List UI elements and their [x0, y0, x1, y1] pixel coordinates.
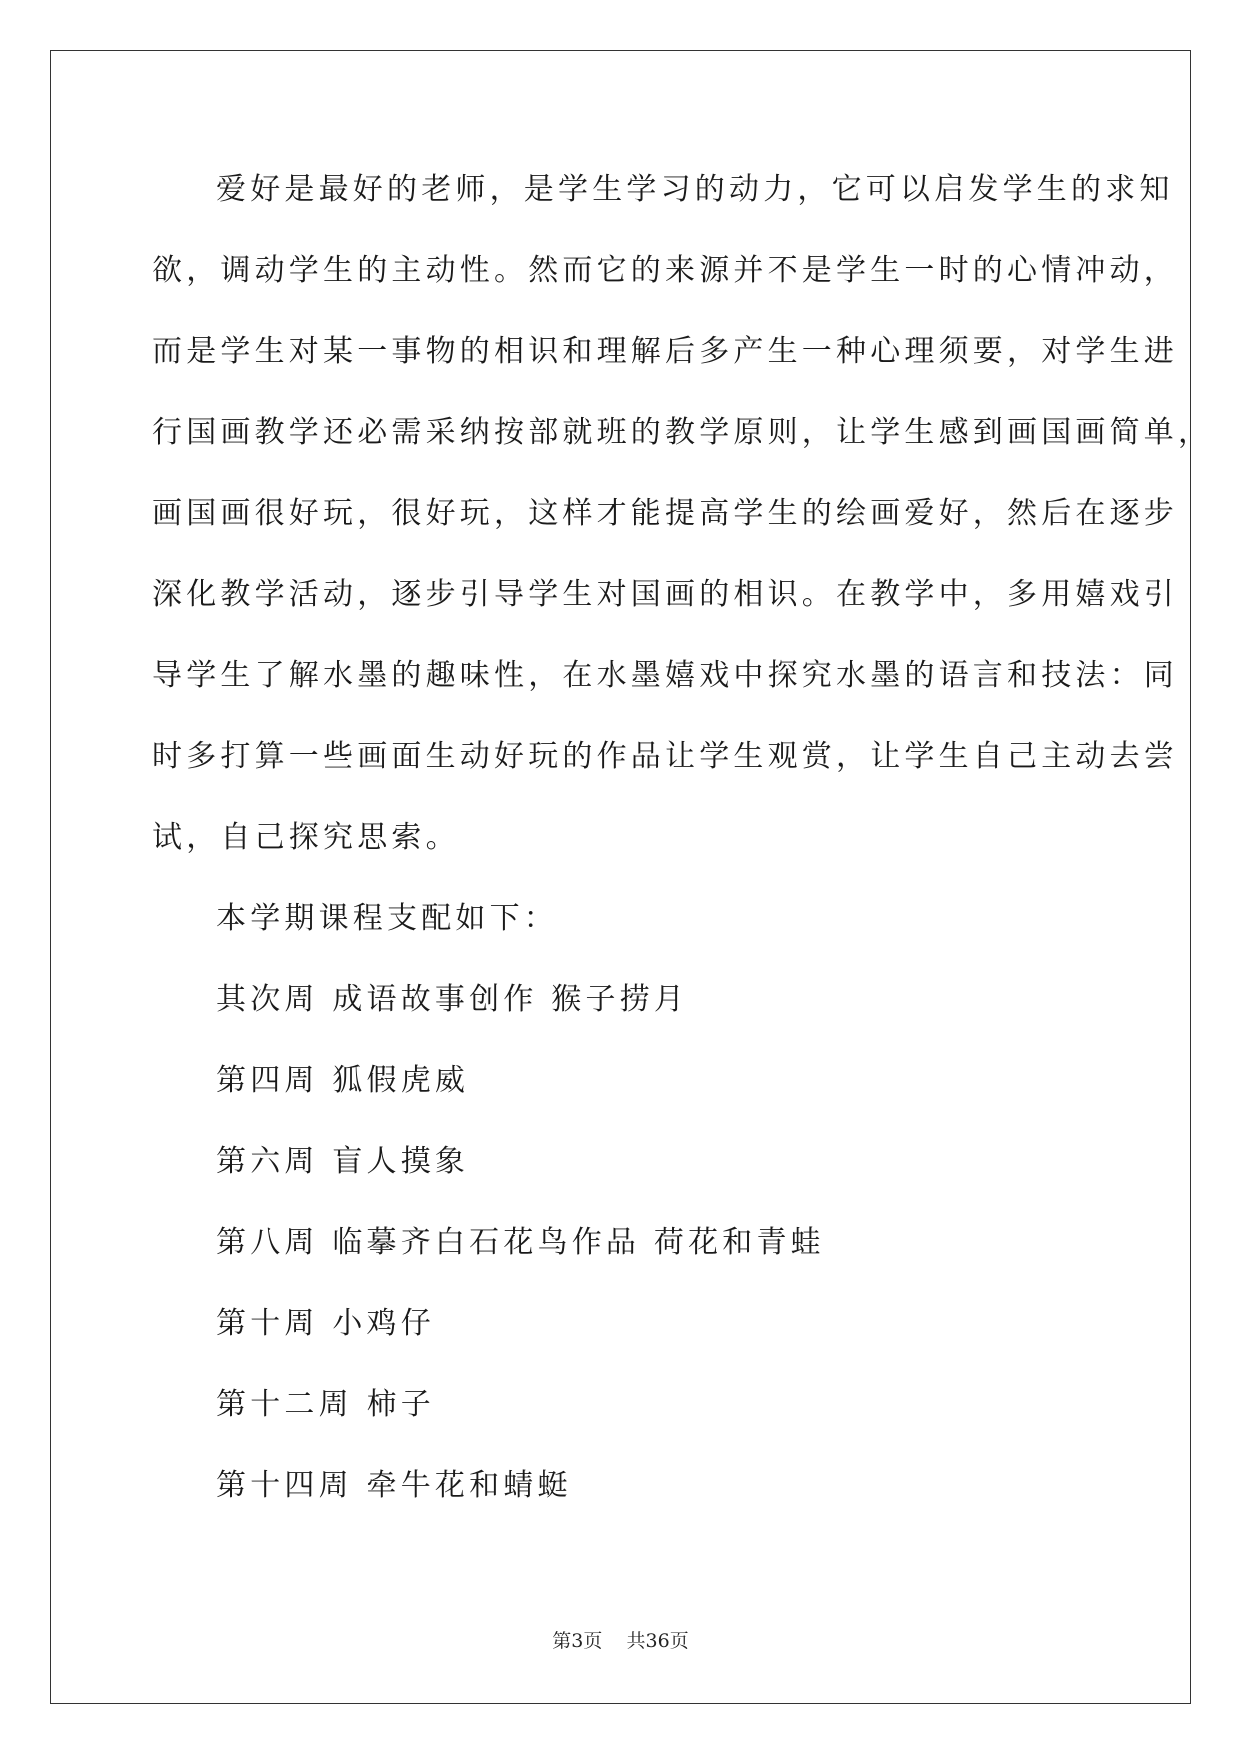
schedule-item: 第十二周 柿子 — [216, 1387, 435, 1422]
schedule-item: 第六周 盲人摸象 — [216, 1144, 470, 1179]
page-number: 第3页 — [552, 1630, 603, 1652]
schedule-heading: 本学期课程支配如下： — [216, 901, 558, 936]
paragraph-line: 时多打算一些画面生动好玩的作品让学生观赏，让学生自己主动去尝 — [152, 739, 1178, 774]
page-footer — [0, 1626, 1241, 1653]
paragraph-line: 画国画很好玩，很好玩，这样才能提高学生的绘画爱好，然后在逐步 — [152, 496, 1178, 531]
paragraph-line: 而是学生对某一事物的相识和理解后多产生一种心理须要，对学生进 — [152, 334, 1178, 369]
schedule-item: 第十周 小鸡仔 — [216, 1306, 435, 1341]
document-body — [152, 160, 1213, 1537]
schedule-item: 第十四周 牵牛花和蜻蜓 — [216, 1468, 572, 1503]
total-pages: 共36页 — [626, 1630, 689, 1652]
paragraph-line: 行国画教学还必需采纳按部就班的教学原则，让学生感到画国画简单， — [152, 415, 1213, 450]
schedule-item: 第四周 狐假虎威 — [216, 1063, 470, 1098]
paragraph-line: 导学生了解水墨的趣味性，在水墨嬉戏中探究水墨的语言和技法：同 — [152, 658, 1178, 693]
schedule-item: 其次周 成语故事创作 猴子捞月 — [216, 982, 689, 1017]
paragraph-line: 欲，调动学生的主动性。然而它的来源并不是学生一时的心情冲动， — [152, 253, 1178, 288]
paragraph-line: 深化教学活动，逐步引导学生对国画的相识。在教学中，多用嬉戏引 — [152, 577, 1178, 612]
paragraph-line: 爱好是最好的老师，是学生学习的动力，它可以启发学生的求知 — [216, 172, 1174, 207]
schedule-item: 第八周 临摹齐白石花鸟作品 荷花和青蛙 — [216, 1225, 825, 1260]
paragraph-line: 试，自己探究思索。 — [152, 820, 460, 855]
